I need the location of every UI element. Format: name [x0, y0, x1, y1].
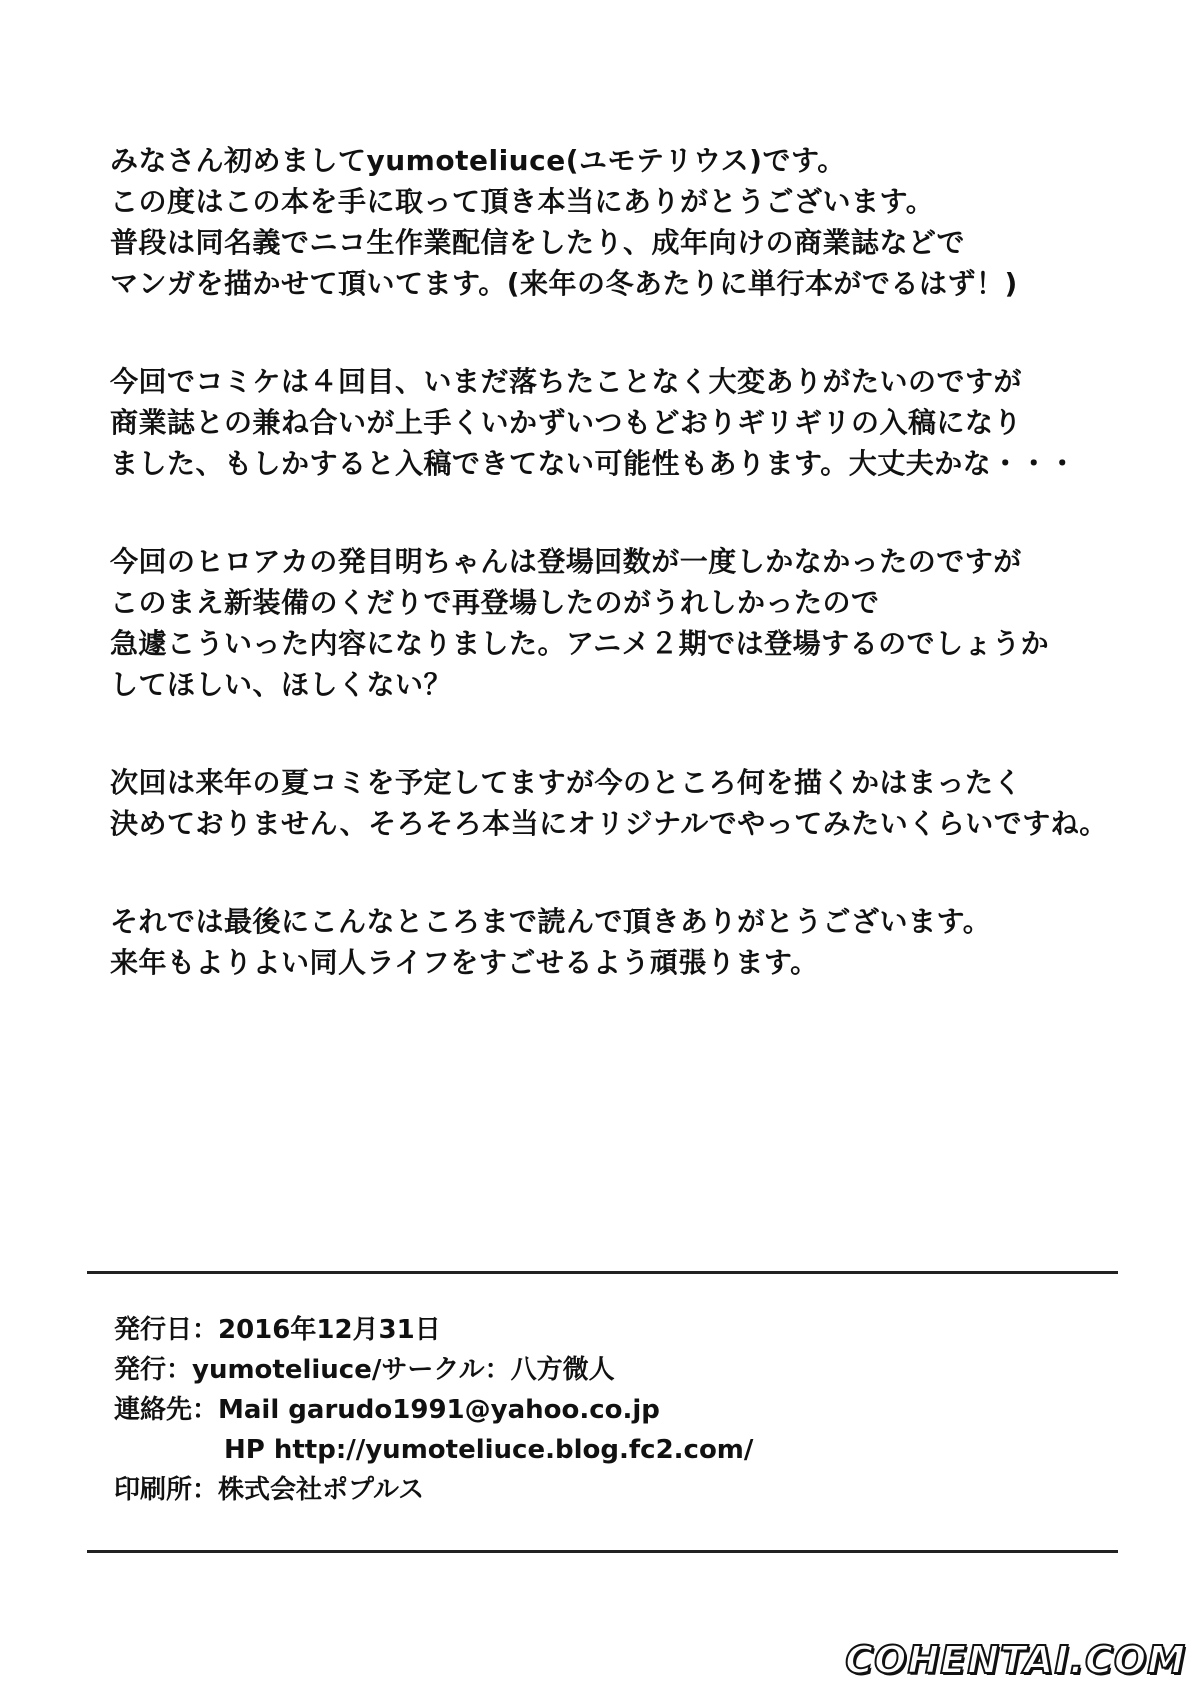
- text-line: してほしい、ほしくない？: [110, 668, 453, 701]
- paragraph-greeting: [110, 140, 1100, 304]
- text-line: 今回でコミケは４回目、いまだ落ちたことなく大変ありがたいのですが: [110, 365, 1023, 398]
- text-line: 急遽こういった内容になりました。アニメ２期では登場するのでしょうか: [110, 627, 1050, 660]
- text-line: それでは最後にこんなところまで読んで頂きありがとうございます。: [110, 905, 992, 938]
- printer: 印刷所：株式会社ポプルス: [114, 1475, 425, 1505]
- colophon-bottom-divider: [87, 1550, 1118, 1553]
- contact-mail: 連絡先：Mail garudo1991@yahoo.co.jp: [114, 1395, 660, 1425]
- paragraph-next: [110, 762, 1108, 844]
- site-watermark: COHENTAI.COM: [845, 1638, 1186, 1682]
- colophon: [114, 1310, 1014, 1510]
- text-line: ました、もしかすると入稿できてない可能性もあります。大丈夫かな・・・: [110, 447, 1077, 480]
- contact-homepage: HP http://yumoteliuce.blog.fc2.com/: [224, 1435, 754, 1465]
- text-line: マンガを描かせて頂いてます。(来年の冬あたりに単行本がでるはず！): [110, 267, 1018, 300]
- paragraph-content: [110, 541, 1100, 705]
- paragraph-closing: [110, 901, 1100, 983]
- text-line: このまえ新装備のくだりで再登場したのがうれしかったので: [110, 586, 880, 619]
- paragraph-comiket: [110, 361, 1100, 484]
- text-line: みなさん初めましてyumoteliuce(ユモテリウス)です。: [110, 144, 846, 177]
- colophon-top-divider: [87, 1271, 1118, 1274]
- text-line: 来年もよりよい同人ライフをすごせるよう頑張ります。: [110, 946, 819, 979]
- text-line: この度はこの本を手に取って頂き本当にありがとうございます。: [110, 185, 935, 218]
- afterword-text: [110, 140, 1108, 1040]
- text-line: 商業誌との兼ね合いが上手くいかずいつもどおりギリギリの入稿になり: [110, 406, 1023, 439]
- text-line: 次回は来年の夏コミを予定してますが今のところ何を描くかはまったく: [110, 766, 1023, 799]
- publisher-circle: 発行：yumoteliuce/サークル：八方微人: [114, 1355, 615, 1385]
- text-line: 今回のヒロアカの発目明ちゃんは登場回数が一度しかなかったのですが: [110, 545, 1022, 578]
- text-line: 決めておりません、そろそろ本当にオリジナルでやってみたいくらいですね。: [110, 807, 1108, 840]
- text-line: 普段は同名義でニコ生作業配信をしたり、成年向けの商業誌などで: [110, 226, 966, 259]
- publish-date: 発行日：2016年12月31日: [114, 1315, 441, 1345]
